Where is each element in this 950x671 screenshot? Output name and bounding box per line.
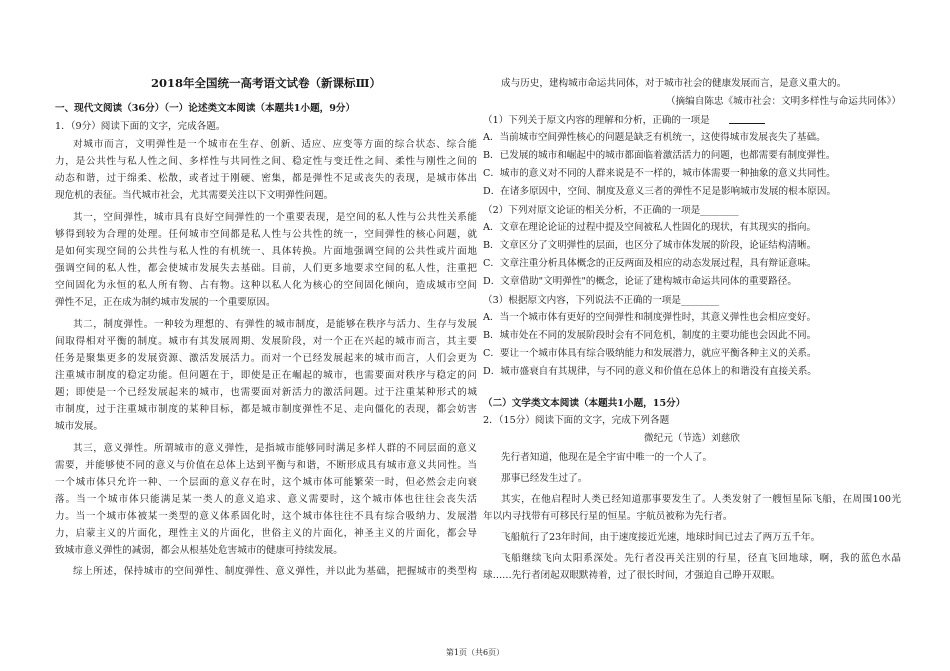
text-line: 力。当一个城市体被某一类型的意义体系固化时，这个城市体往往不具有综合吸纳力、发展潜 — [55, 511, 477, 522]
text-line: B．文章区分了文明弹性的层面，也区分了城市体发展的阶段，论证结构清晰。 — [483, 240, 817, 251]
text-line: 一个城市体只允许一种、一个层面的意义存在时，这个城市体可能繁荣一时，但必然会走向衰 — [55, 477, 477, 488]
page-footer: 第1页（共6页） — [445, 648, 505, 657]
text-line: D．在诸多原因中，空间、制度及意义三者的弹性不足是影响城市发展的根本原因。 — [483, 186, 837, 197]
text-line: 一、现代文阅读（36分）（一）论述类文本阅读（本题共1小题，9分） — [55, 103, 356, 114]
text-line: 先行者知道，他现在是全宇宙中唯一的一个人了。 — [501, 452, 713, 463]
exam-title: 2018年全国统一高考语文试卷（新课标Ⅲ） — [150, 77, 381, 90]
text-line: （2）下列对原文论证的相关分析，不正确的一项是________ — [483, 205, 739, 216]
text-line: 力，启蒙主义的片面化，理性主义的片面化，世俗主义的片面化，神圣主义的片面化，都会导 — [55, 528, 477, 539]
text-line: 动态和谐，过于绵柔、松散，或者过于刚硬、密集，都是弹性不足或丧失的表现，是城市体出 — [55, 173, 477, 184]
text-line: 2．（15分）阅读下面的文字，完成下列各题 — [483, 415, 670, 426]
text-line: （摘编自陈忠《城市社会：文明多样性与命运共同体》） — [665, 96, 901, 107]
text-line: 弹性不足，正在成为制约城市发展的一个重要原因。 — [55, 297, 276, 308]
text-line: 球……先行者闭起双眼默祷着，过了很长时间，才强迫自己睁开双眼。 — [483, 570, 781, 581]
answer-blank — [729, 114, 765, 124]
text-line: 空间固化为永恒的私人所有物、占有物。这种以私人化为核心的空间固化倾向，造成城市空间 — [55, 280, 477, 291]
text-line: 城市发展。 — [55, 421, 103, 432]
text-line: 1．（9分）阅读下面的文字，完成各题。 — [55, 121, 226, 132]
text-line: 间取得相对平衡的制度。城市有其发展周期、发展阶段，对一个正在兴起的城市而言，其主要 — [55, 336, 477, 347]
text-line: 致城市意义弹性的减弱，都会从根基处危害城市的健康可持续发展。 — [55, 545, 343, 556]
text-line: D．文章借助"文明弹性"的概念，论证了建构城市命运共同体的重要路径。 — [483, 276, 797, 287]
text-line: 其二，制度弹性。一种较为理想的、有弹性的城市制度，是能够在秩序与活力、生存与发展 — [73, 319, 477, 330]
text-line: A．当一个城市体有更好的空间弹性和制度弹性时，其意义弹性也会相应变好。 — [483, 312, 817, 323]
text-line: 成与历史，建构城市命运共同体，对于城市社会的健康发展而言，是意义重大的。 — [501, 78, 847, 89]
text-line: 是如何实现空间的公共性与私人性的有机统一、具体转换。片面地强调空间的公共性或片面地 — [55, 246, 477, 257]
text-line: 其三，意义弹性。所谓城市的意义弹性，是指城市能够同时满足多样人群的不同层面的意义 — [73, 443, 477, 454]
text-line: D．城市盛衰自有其规律，与不同的意义和价值在总体上的和谐没有直接关系。 — [483, 366, 817, 377]
text-line: （二）文学类文本阅读（本题共1小题，15分） — [483, 398, 686, 409]
text-line: 落。当一个城市体只能满足某一类人的意义追求、意义需要时，这个城市体也往往会丧失活 — [55, 494, 477, 505]
text-line: B．城市处在不同的发展阶段时会有不同危机，制度的主要功能也会因此不同。 — [483, 330, 817, 341]
text-line: A．当前城市空间弹性核心的问题是缺乏有机统一，这使得城市发展丧失了基础。 — [483, 132, 826, 143]
text-line: 力，是公共性与私人性之间、多样性与共同性之间、稳定性与变迁性之间、柔性与刚性之间的 — [55, 156, 477, 167]
text-line: 飞船继续飞向太阳系深处。先行者没再关注别的行星，径直飞回地球，啊，我的蓝色水晶 — [501, 553, 901, 564]
text-line: B．已发展的城市和崛起中的城市都面临着激活活力的问题，也都需要有制度弹性。 — [483, 150, 836, 161]
text-line: A．文章在理论论证的过程中提及空间被私人性固化的现状，有其现实的指向。 — [483, 222, 817, 233]
text-line: 其实，在他启程时人类已经知道那事要发生了。人类发射了一艘恒星际飞船，在周围100光 — [501, 494, 901, 505]
text-line: 任务是聚集更多的发展资源、激活发展活力。而对一个已经发展起来的城市而言，人们会更为 — [55, 353, 477, 364]
text-line: 需要，并能够使不同的意义与价值在总体上达到平衡与和谐，不断形成具有城市意义共同性。当 — [55, 460, 477, 471]
text-line: 那事已经发生过了。 — [501, 473, 588, 484]
text-line: 强调空间的私人性，都会使城市发展失去基础。目前，人们更多地要求空间的私人性，注重把 — [55, 263, 477, 274]
text-line: （3）根据原文内容，下列说法不正确的一项是________ — [483, 295, 720, 306]
text-line: 市制度，过于注重城市制度的某种目标，都是城市制度弹性不足、走向僵化的表现，都会妨害 — [55, 404, 477, 415]
text-line: C．文章注重分析具体概念的正反两面及相应的动态发展过程，具有辩证意味。 — [483, 258, 817, 269]
text-line: 飞船航行了23年时间，由于速度接近光速，地球时间已过去了两万五千年。 — [501, 532, 821, 543]
text-line: 对城市而言，文明弹性是一个城市在生存、创新、适应、应变等方面的综合状态、综合能 — [73, 139, 477, 150]
text-line: 够得到较为合理的处理。任何城市空间都是私人性与公共性的统一，空间弹性的核心问题，就 — [55, 229, 477, 240]
text-line: 综上所述，保持城市的空间弹性、制度弹性、意义弹性，并以此为基础，把握城市的类型构 — [73, 566, 477, 577]
text-line: 题；即使是一个已经发展起来的城市，也需要面对新活力的激活问题。过于注重某种形式的城 — [55, 387, 477, 398]
text-line: 现危机的表征。当代城市社会，尤其需要关注以下文明弹性问题。 — [55, 190, 334, 201]
text-line: 其一，空间弹性，城市具有良好空间弹性的一个重要表现，是空间的私人性与公共性关系能 — [73, 212, 477, 223]
text-line: C．要让一个城市体具有综合吸纳能力和发展潜力，就应平衡各种主义的关系。 — [483, 348, 817, 359]
text-line: 注重城市制度的稳定功能。但问题在于，即使是正在崛起的城市，也需要面对秩序与稳定的问 — [55, 370, 477, 381]
text-line: C．城市的意义对不同的人群来说是不一样的，城市体需要一种抽象的意义共同性。 — [483, 168, 836, 179]
text-line: 年以内寻找带有可移民行星的恒星。宇航员被称为先行者。 — [483, 511, 733, 522]
text-line: 微纪元（节选）刘慈欣 — [644, 433, 740, 444]
text-line: （1）下列关于原文内容的理解和分析，正确的一项是 — [483, 115, 710, 126]
